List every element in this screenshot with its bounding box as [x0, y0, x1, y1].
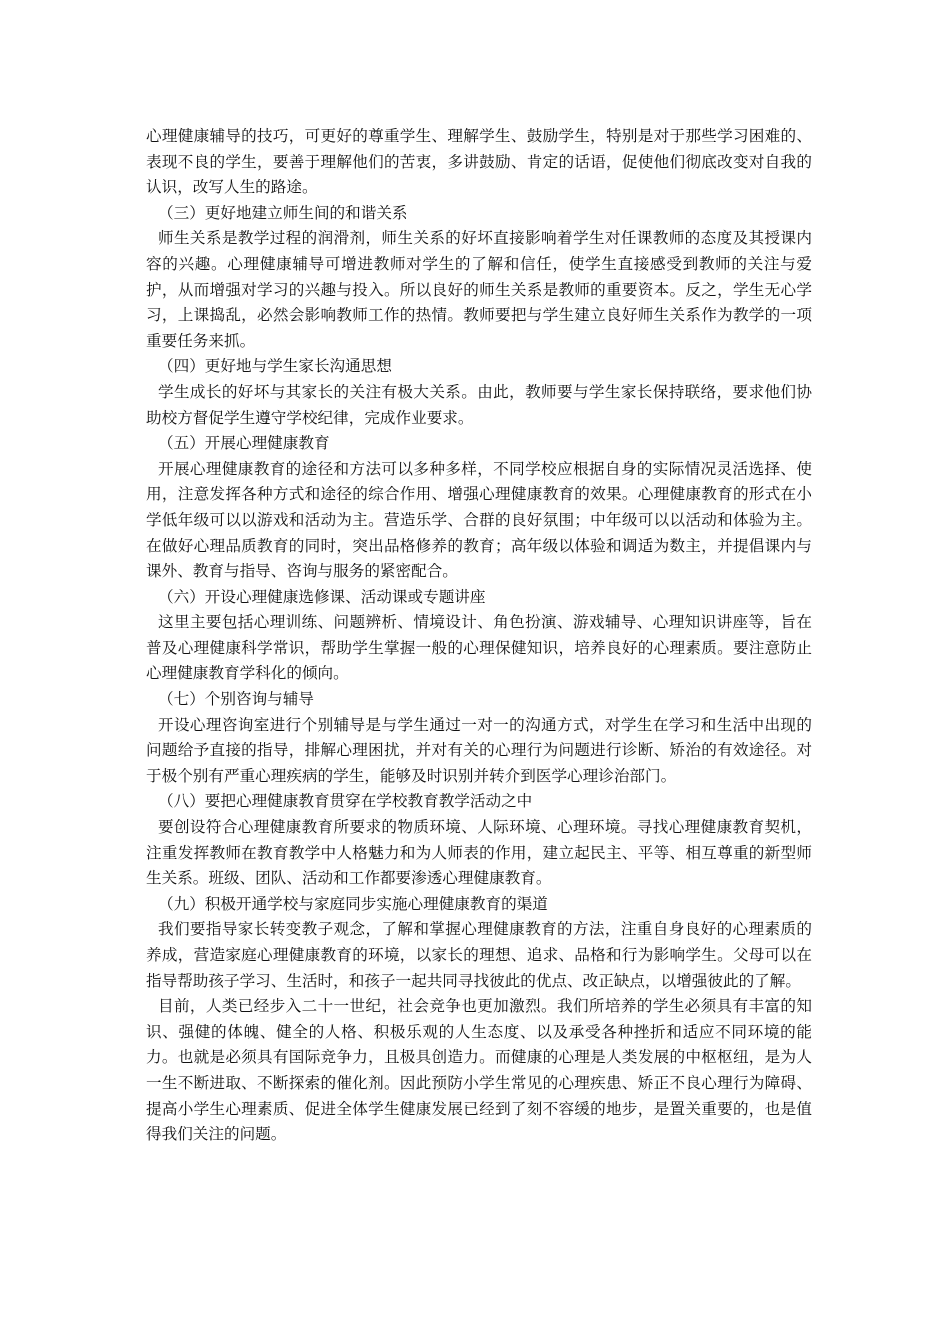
section-heading-4: （四）更好地与学生家长沟通思想 — [158, 357, 392, 376]
body-paragraph-1: 心理健康辅导的技巧，可更好的尊重学生、理解学生、鼓励学生，特别是对于那些学习困难的、表现不良的学生，要善于理解他们的苦衷，多讲鼓励、肯定的话语，促使他们彻底改变对自我的认识，改写人生的路途。 — [146, 127, 812, 197]
section-heading-5: （五）开展心理健康教育 — [158, 434, 330, 453]
conclusion-paragraph: 目前，人类已经步入二十一世纪，社会竞争也更加激烈。我们所培养的学生必须具有丰富的知识、强健的体魄、健全的人格、积极乐观的人生态度、以及承受各种挫折和适应不同环境的能力。也就是必须具有国际竞争力，且极具创造力。而健康的心理是人类发展的中枢枢纽，是为人一生不断进取、不断探索的催化剂。因此预防小学生常见的心理疾患、矫正不良心理行为障碍、提高小学生心理素质、促进全体学生健康发展已经到了刻不容缓的地步，是置关重要的，也是值得我们关注的问题。 — [146, 997, 812, 1144]
body-paragraph-7: 要创设符合心理健康教育所要求的物质环境、人际环境、心理环境。寻找心理健康教育契机，注重发挥教师在教育教学中人格魅力和为人师表的作用，建立起民主、平等、相互尊重的新型师生关系。班级、团队、活动和工作都要渗透心理健康教育。 — [146, 818, 812, 888]
section-heading-3: （三）更好地建立师生间的和谐关系 — [158, 203, 408, 222]
section-heading-6: （六）开设心理健康选修课、活动课或专题讲座 — [158, 587, 486, 606]
section-heading-8: （八）要把心理健康教育贯穿在学校教育教学活动之中 — [158, 792, 533, 811]
body-paragraph-4: 开展心理健康教育的途径和方法可以多种多样，不同学校应根据自身的实际情况灵活选择、使用，注意发挥各种方式和途径的综合作用、增强心理健康教育的效果。心理健康教育的形式在小学低年级可以以游戏和活动为主。营造乐学、合群的良好氛围；中年级可以以活动和体验为主。在做好心理品质教育的同时，突出品格修养的教育；高年级以体验和调适为数主，并提倡课内与课外、教育与指导、咨询与服务的紧密配合。 — [146, 459, 812, 581]
document-page — [146, 124, 812, 1148]
body-paragraph-3: 学生成长的好坏与其家长的关注有极大关系。由此，教师要与学生家长保持联络，要求他们协助校方督促学生遵守学校纪律，完成作业要求。 — [146, 382, 812, 427]
section-heading-7: （七）个别咨询与辅导 — [158, 690, 314, 709]
body-paragraph-2: 师生关系是教学过程的润滑剂，师生关系的好坏直接影响着学生对任课教师的态度及其授课内容的兴趣。心理健康辅导可增进教师对学生的了解和信任，使学生直接感受到教师的关注与爱护，从而增强对学习的兴趣与投入。所以良好的师生关系是教师的重要资本。反之，学生无心学习，上课捣乱，必然会影响教师工作的热情。教师要把与学生建立良好师生关系作为教学的一项重要任务来抓。 — [146, 229, 812, 350]
section-heading-9: （九）积极开通学校与家庭同步实施心理健康教育的渠道 — [158, 894, 548, 913]
body-paragraph-5: 这里主要包括心理训练、问题辨析、情境设计、角色扮演、游戏辅导、心理知识讲座等，旨在普及心理健康科学常识，帮助学生掌握一般的心理保健知识，培养良好的心理素质。要注意防止心理健康教育学科化的倾向。 — [146, 613, 812, 683]
body-paragraph-6: 开设心理咨询室进行个别辅导是与学生通过一对一的沟通方式，对学生在学习和生活中出现的问题给予直接的指导，排解心理困扰，并对有关的心理行为问题进行诊断、矫治的有效途径。对于极个别有严重心理疾病的学生，能够及时识别并转介到医学心理诊治部门。 — [146, 715, 812, 785]
body-paragraph-8: 我们要指导家长转变教子观念，了解和掌握心理健康教育的方法，注重自身良好的心理素质的养成，营造家庭心理健康教育的环境，以家长的理想、追求、品格和行为影响学生。父母可以在指导帮助孩子学习、生活时，和孩子一起共同寻找彼此的优点、改正缺点，以增强彼此的了解。 — [146, 920, 812, 990]
